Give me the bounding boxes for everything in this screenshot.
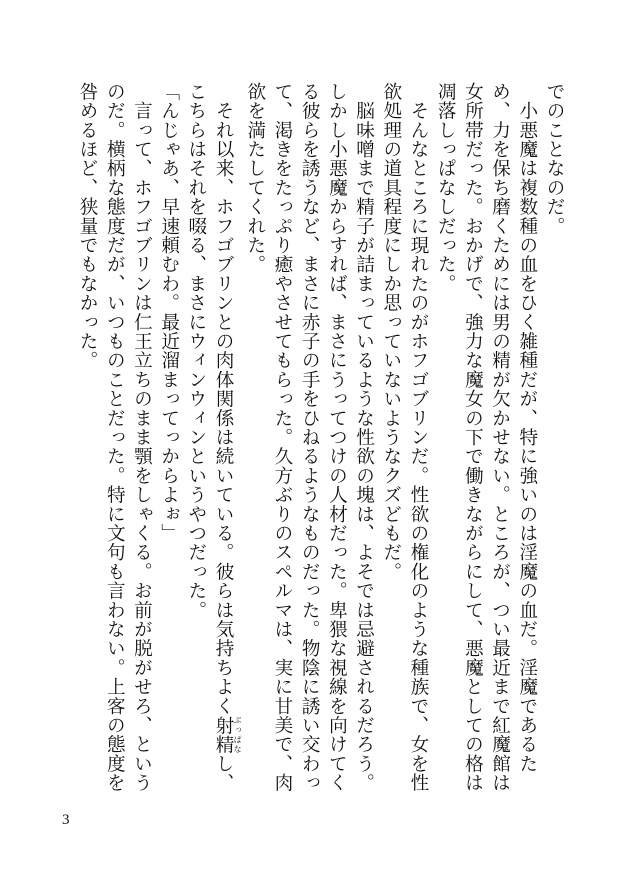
ruby-reading: ぶっぱな (233, 715, 243, 755)
paragraph-1: でのことなのだ。 (544, 82, 565, 236)
ruby-annotated-word: 射精 ぶっぱな (213, 715, 243, 755)
page-number: 3 (62, 812, 70, 828)
paragraph-5 (183, 82, 242, 802)
paragraph-5-text: それ以来、ホフゴブリンとの肉体関係は続いている。彼らは気持ちよく射精 ぶっぱなし、こちらはそれを啜る、まさにウィンウィンというやつだった。 (185, 82, 243, 793)
body-text (48, 82, 568, 802)
paragraph-2: 小悪魔は複数種の血をひく雑種だが、特に強いのは淫魔の血だ。淫魔であるため、力を保ち磨くためには男の精が欠かせない。ところが、つい最近まで紅魔館は女所帯だった。おかげで、強力な魔女の下で働きながらにして、悪魔としての格は凋落しっぱなしだった。 (435, 82, 538, 793)
paragraph-6: 「んじゃあ、早速頼むわ。最近溜まってっからよぉ」 (158, 82, 180, 543)
paragraph-7: 言って、ホフゴブリンは仁王立ちのまま顎をしゃくる。お前が脱がせろ、というのだ。横柄な態度だが、いつものことだった。特に文句も言わない。上客の態度を咎めるほど、狭量でもなかった。 (77, 82, 153, 793)
paragraph-3: そんなところに現れたのがホフゴブリンだ。性欲の権化のような種族で、女を性欲処理の道具程度にしか思っていないようなクズどもだ。 (380, 82, 429, 793)
paragraph-4: 脳味噌まで精子が詰まっているような性欲の塊は、よそでは忌避されるだろう。しかし小悪魔からすれば、まさにうってつけの人材だった。卑猥な視線を向けてくる彼らを誘うなど、まさに赤子の手をひねるようなものだった。物陰に誘い交わって、渇きをたっぷり癒やさせてもらった。久方ぶりのスペルマは、実に甘美で、肉欲を満たしてくれた。 (244, 82, 375, 793)
